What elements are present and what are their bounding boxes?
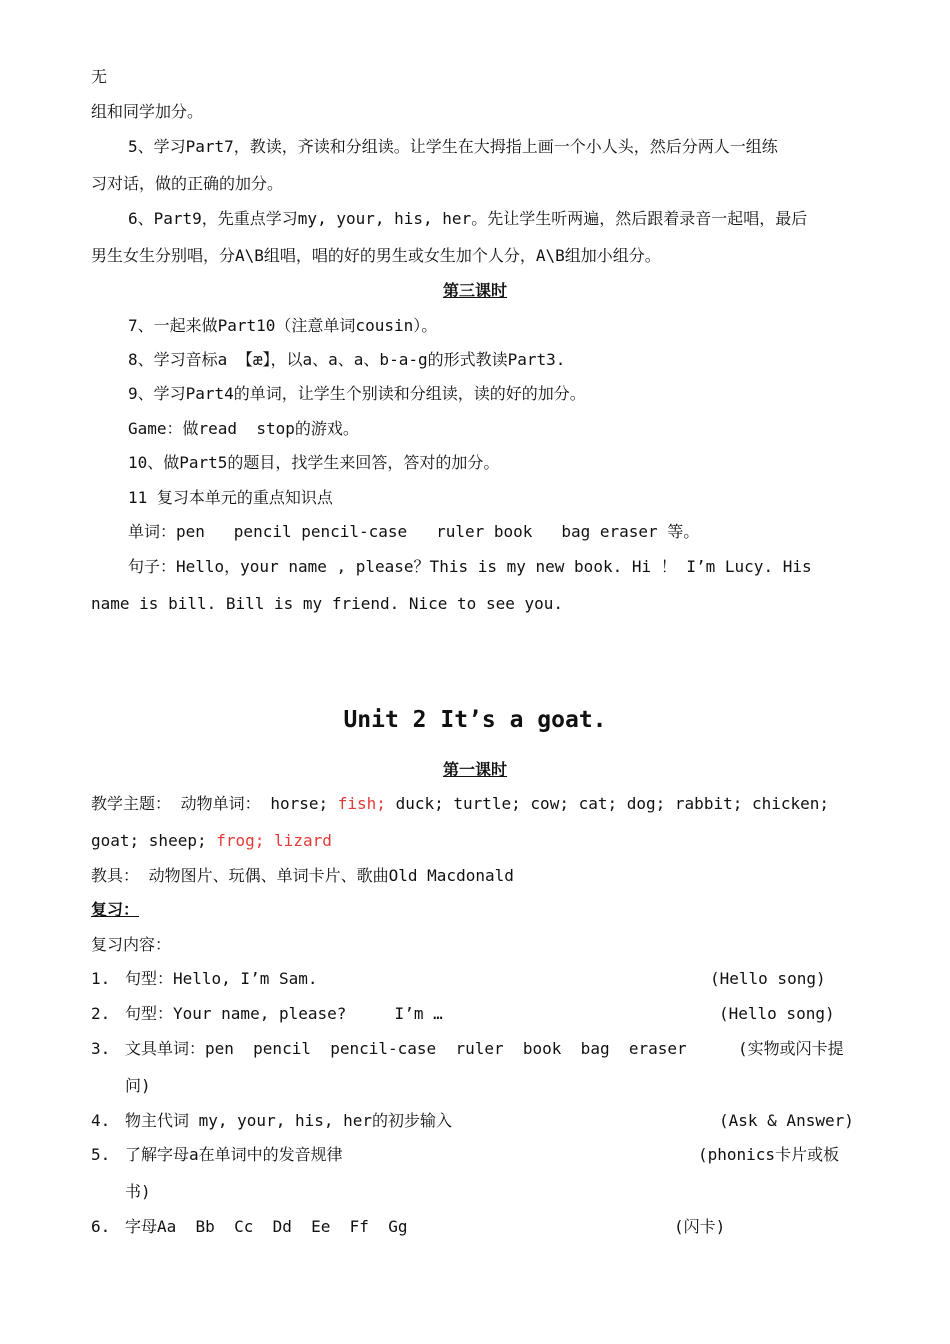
theme-label: 教学主题：: [91, 794, 172, 813]
list-number: 4.: [91, 1111, 111, 1130]
theme-line: [91, 793, 829, 815]
list-item-note: (实物或闪卡提: [738, 1039, 844, 1058]
list-item-text: 物主代词 my, your, his, her的初步输入: [125, 1111, 453, 1130]
text-line: 男生女生分别唱，分A\B组唱，唱的好的男生或女生加个人分，A\B组加小组分。: [91, 246, 661, 265]
text-line: 组和同学加分。: [91, 102, 204, 121]
review-heading: 复习：: [91, 900, 140, 919]
theme-word-frog: frog;: [216, 831, 265, 850]
list-item-note: (Hello song): [719, 1004, 835, 1023]
list-number: 3.: [91, 1039, 111, 1058]
list-item-text: 文具单词：pen pencil pencil-case ruler book bag eraser: [125, 1039, 687, 1058]
theme-words: duck; turtle; cow; cat; dog; rabbit; chicken;: [395, 794, 830, 813]
list-item-note: (闪卡): [674, 1217, 726, 1236]
lesson-heading: 第一课时: [442, 760, 507, 779]
theme-word-fish: fish;: [337, 794, 386, 813]
text-line: 7、一起来做Part10（注意单词cousin）。: [128, 316, 438, 335]
theme-word: horse;: [270, 794, 329, 813]
list-item-note: (Hello song): [710, 969, 826, 988]
text-line: 11 复习本单元的重点知识点: [128, 488, 333, 507]
review-content-label: 复习内容：: [91, 935, 172, 954]
list-item-continuation: 问): [125, 1076, 151, 1095]
theme-word-lizard: lizard: [274, 831, 332, 850]
unit-title: Unit 2 It’s a goat.: [343, 707, 607, 733]
list-item-note: (phonics卡片或板: [698, 1145, 840, 1164]
theme-words: goat; sheep;: [91, 831, 207, 850]
text-line: 6、Part9，先重点学习my, your, his, her。先让学生听两遍，然后跟着录音一起唱，最后: [128, 209, 808, 228]
text-line: 句子：Hello，your name , please？This is my new book. Hi ！ I’m Lucy. His: [128, 557, 812, 576]
text-line: 9、学习Part4的单词，让学生个别读和分组读，读的好的加分。: [128, 384, 586, 403]
text-line: 习对话，做的正确的加分。: [91, 174, 284, 193]
list-number: 1.: [91, 969, 111, 988]
list-number: 2.: [91, 1004, 111, 1023]
theme-label-2: 动物单词：: [180, 794, 261, 813]
text-line: 8、学习音标a 【æ】，以a、a、a、b-a-g的形式教读Part3.: [128, 350, 566, 369]
list-number: 5.: [91, 1145, 111, 1164]
list-item-continuation: 书): [125, 1182, 151, 1201]
text-line: Game：做read stop的游戏。: [128, 419, 359, 438]
list-item-text: 句型：Your name, please? I’m …: [125, 1004, 443, 1023]
text-line: name is bill. Bill is my friend. Nice to see you.: [91, 594, 564, 613]
list-item-text: 了解字母a在单词中的发音规律: [125, 1145, 343, 1164]
text-line: 10、做Part5的题目，找学生来回答，答对的加分。: [128, 453, 500, 472]
theme-line-2: [91, 830, 332, 852]
tools-line: 教具： 动物图片、玩偶、单词卡片、歌曲Old Macdonald: [91, 866, 514, 885]
text-line: 无: [91, 67, 108, 86]
list-item-text: 字母Aa Bb Cc Dd Ee Ff Gg: [125, 1217, 408, 1236]
list-item-text: 句型：Hello, I’m Sam.: [125, 969, 318, 988]
text-line: 单词：pen pencil pencil-case ruler book bag eraser 等。: [128, 522, 700, 541]
text-line: 5、学习Part7，教读，齐读和分组读。让学生在大拇指上画一个小人头，然后分两人一组练: [128, 137, 778, 156]
list-item-note: (Ask & Answer): [719, 1111, 854, 1130]
section-heading: 第三课时: [442, 281, 507, 300]
list-number: 6.: [91, 1217, 111, 1236]
